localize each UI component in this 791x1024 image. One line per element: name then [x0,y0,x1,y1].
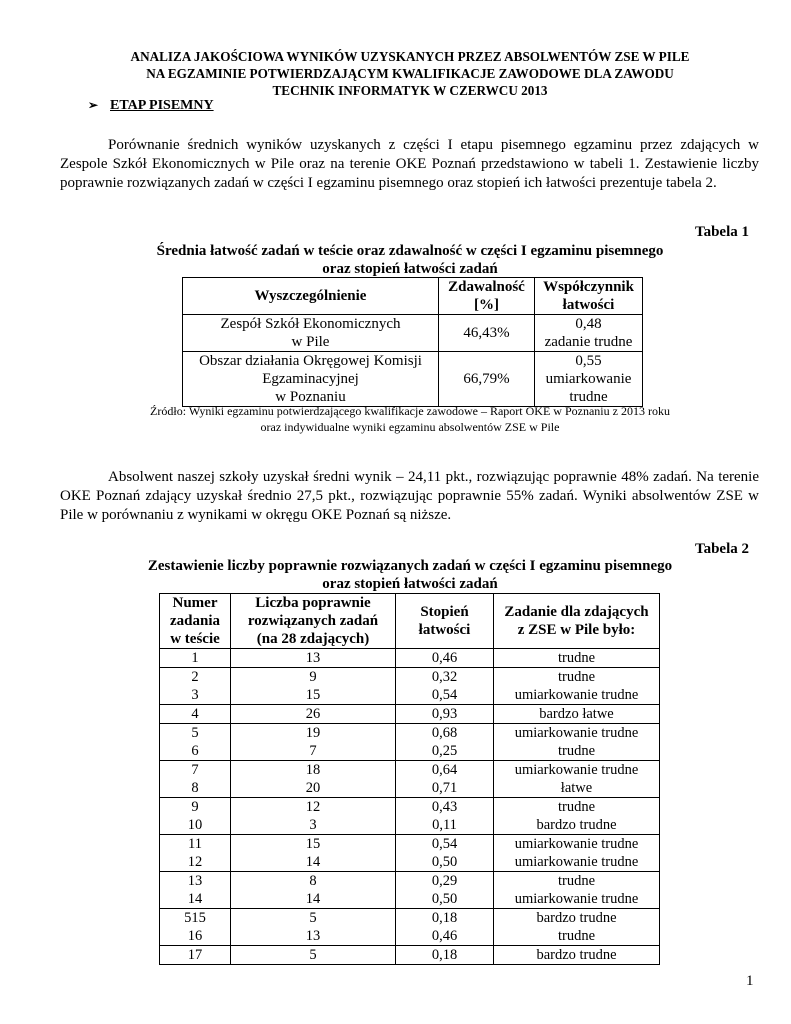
table-cell: trudne [494,649,660,668]
header-text: łatwości [562,297,615,313]
table-cell: 5 [231,909,396,928]
table-cell: 0,54 [396,686,494,705]
table-cell: 0,11 [396,816,494,835]
table-cell: umiarkowanie trudne [494,686,660,705]
table1-source [60,403,760,435]
title-line: ANALIZA JAKOŚCIOWA WYNIKÓW UZYSKANYCH PRZEZ ABSOLWENTÓW ZSE W PILE [130,49,690,64]
table-row [160,909,660,928]
results-paragraph: Absolwent naszej szkoły uzyskał średni wynik – 24,11 pkt., rozwiązując poprawnie 48% zadań. Na terenie OKE Poznań zdający uzyskał średnio 27,5 pkt., rozwiązując poprawnie 55% zadań. Wyniki absolwentów ZSE w Pile w porównaniu z wynikami w okręgu OKE Poznań są niższe. [60,469,759,523]
cell-text: w Poznaniu [275,389,346,405]
table1 [182,277,643,407]
header-text: z ZSE w Pile było: [517,622,636,638]
table-cell: bardzo łatwe [494,705,660,724]
table-cell: 14 [231,890,396,909]
header-text: Zdawalność [448,279,525,295]
table-row [183,352,643,407]
source-line: Źródło: Wyniki egzaminu potwierdzającego kwalifikacje zawodowe – Raport OKE w Poznaniu z 2013 roku [150,404,670,418]
table-cell: 0,18 [396,909,494,928]
table-row [160,686,660,705]
table-row [160,835,660,854]
table-cell: 0,54 [396,835,494,854]
table-cell: 18 [231,761,396,780]
table-cell: trudne [494,742,660,761]
table2-header-row [160,594,660,649]
table-cell: 9 [160,798,231,817]
table-cell: umiarkowanie trudne [494,890,660,909]
table-cell: bardzo trudne [494,816,660,835]
header-cell [439,278,535,315]
table-cell: 8 [160,779,231,798]
table-cell: trudne [494,798,660,817]
header-text: Współczynnik [543,279,634,295]
header-text: łatwości [418,622,471,638]
table-row [160,761,660,780]
document-title [60,48,760,99]
table-cell: 13 [160,872,231,891]
table-cell: 12 [160,853,231,872]
caption-line: Zestawienie liczby poprawnie rozwiązanych zadań w części I egzaminu pisemnego [147,558,673,574]
table-row [160,853,660,872]
source-line: oraz indywidualne wyniki egzaminu absolwentów ZSE w Pile [260,420,560,434]
section-heading [88,96,214,115]
table-row [183,315,643,352]
table-row [160,649,660,668]
table-cell: 16 [160,927,231,946]
table-cell: 13 [231,649,396,668]
table-cell: 15 [231,835,396,854]
table-cell: umiarkowanie trudne [494,761,660,780]
caption-line: Średnia łatwość zadań w teście oraz zdawalność w części I egzaminu pisemnego [156,243,664,259]
caption-line: oraz stopień łatwości zadań [322,576,498,592]
cell-text: 0,55 [575,353,602,369]
table-row [160,724,660,743]
table-row [160,779,660,798]
table-cell [535,352,643,407]
table-cell: 2 [160,668,231,687]
table-cell: łatwe [494,779,660,798]
table-cell: 7 [160,761,231,780]
table-row [160,946,660,965]
table2 [159,593,660,965]
table-cell: 0,46 [396,927,494,946]
table-cell: 0,18 [396,946,494,965]
table-cell: 1 [160,649,231,668]
table-cell: 0,50 [396,890,494,909]
table-row [160,742,660,761]
table-cell: 0,71 [396,779,494,798]
caption-line: oraz stopień łatwości zadań [322,261,498,277]
header-cell: Wyszczególnienie [183,278,439,315]
table-cell: 9 [231,668,396,687]
intro-paragraph: Porównanie średnich wyników uzyskanych z części I etapu pisemnego egzaminu przez zdających w Zespole Szkół Ekonomicznych w Pile oraz na terenie OKE Poznań przedstawiono w tabeli 1. Zestawienie liczby poprawnie rozwiązanych zadań w części I egzaminu pisemnego oraz stopień ich łatwości prezentuje tabela 2. [60,137,759,191]
cell-text: umiarkowanie [545,371,632,387]
table-cell: 5 [160,724,231,743]
table-cell: 6 [160,742,231,761]
table-cell: 8 [231,872,396,891]
table-row [160,816,660,835]
table2-caption [60,557,760,593]
table-cell: 14 [231,853,396,872]
table1-caption [60,242,760,278]
table-cell: 13 [231,927,396,946]
table-cell: 0,46 [396,649,494,668]
table-cell: bardzo trudne [494,946,660,965]
title-line: TECHNIK INFORMATYK W CZERWCU 2013 [272,83,548,98]
cell-text: Egzaminacyjnej [262,371,359,387]
header-cell [231,594,396,649]
table-row [160,872,660,891]
table-row [160,798,660,817]
cell-text: Zespół Szkół Ekonomicznych [220,316,401,332]
table-row [160,705,660,724]
table-cell: 3 [231,816,396,835]
table-cell: 10 [160,816,231,835]
table-cell: umiarkowanie trudne [494,724,660,743]
table-cell: umiarkowanie trudne [494,835,660,854]
table-cell: trudne [494,668,660,687]
table-cell: trudne [494,927,660,946]
table-cell: 26 [231,705,396,724]
table-row [160,668,660,687]
header-text: zadania [169,613,220,629]
cell-text: w Pile [291,334,330,350]
header-text: Stopień [420,604,469,620]
header-text: Liczba poprawnie [255,595,371,611]
table-cell [535,315,643,352]
header-cell [494,594,660,649]
table-cell: 66,79% [439,352,535,407]
cell-text: zadanie trudne [544,334,633,350]
table-cell: 0,68 [396,724,494,743]
header-cell [396,594,494,649]
table-cell: 17 [160,946,231,965]
table-cell: 12 [231,798,396,817]
header-cell [160,594,231,649]
table-cell [183,315,439,352]
title-line: NA EGZAMINIE POTWIERDZAJĄCYM KWALIFIKACJE ZAWODOWE DLA ZAWODU [146,66,674,81]
table-cell: 3 [160,686,231,705]
header-text: Numer [172,595,218,611]
table-cell: bardzo trudne [494,909,660,928]
table-cell: 0,43 [396,798,494,817]
table-cell: 515 [160,909,231,928]
table-cell [183,352,439,407]
table1-label: Tabela 1 [694,224,749,240]
table-cell: 0,64 [396,761,494,780]
table-row [160,890,660,909]
cell-text: 0,48 [575,316,602,332]
section-label: ETAP PISEMNY [110,98,214,113]
table-cell: 0,29 [396,872,494,891]
table-cell: 11 [160,835,231,854]
table1-header-row [183,278,643,315]
header-text: Zadanie dla zdających [504,604,649,620]
table-cell: 0,93 [396,705,494,724]
table2-body [160,649,660,965]
table-cell: 0,50 [396,853,494,872]
header-text: rozwiązanych zadań [247,613,379,629]
table-cell: 0,25 [396,742,494,761]
table-cell: trudne [494,872,660,891]
header-cell [535,278,643,315]
header-text: [%] [474,297,499,313]
table-cell: 19 [231,724,396,743]
header-text: w teście [170,631,220,647]
table-cell: 14 [160,890,231,909]
table-cell: 46,43% [439,315,535,352]
table2-label: Tabela 2 [694,541,749,557]
page-number: 1 [746,973,754,989]
arrow-bullet-icon: ➢ [88,98,99,112]
table-cell: 0,32 [396,668,494,687]
table-cell: umiarkowanie trudne [494,853,660,872]
header-text: (na 28 zdających) [256,631,370,647]
cell-text: trudne [569,389,608,405]
table-cell: 7 [231,742,396,761]
table-cell: 5 [231,946,396,965]
table-cell: 4 [160,705,231,724]
table-row [160,927,660,946]
table-cell: 20 [231,779,396,798]
cell-text: Obszar działania Okręgowej Komisji [199,353,422,369]
table-cell: 15 [231,686,396,705]
